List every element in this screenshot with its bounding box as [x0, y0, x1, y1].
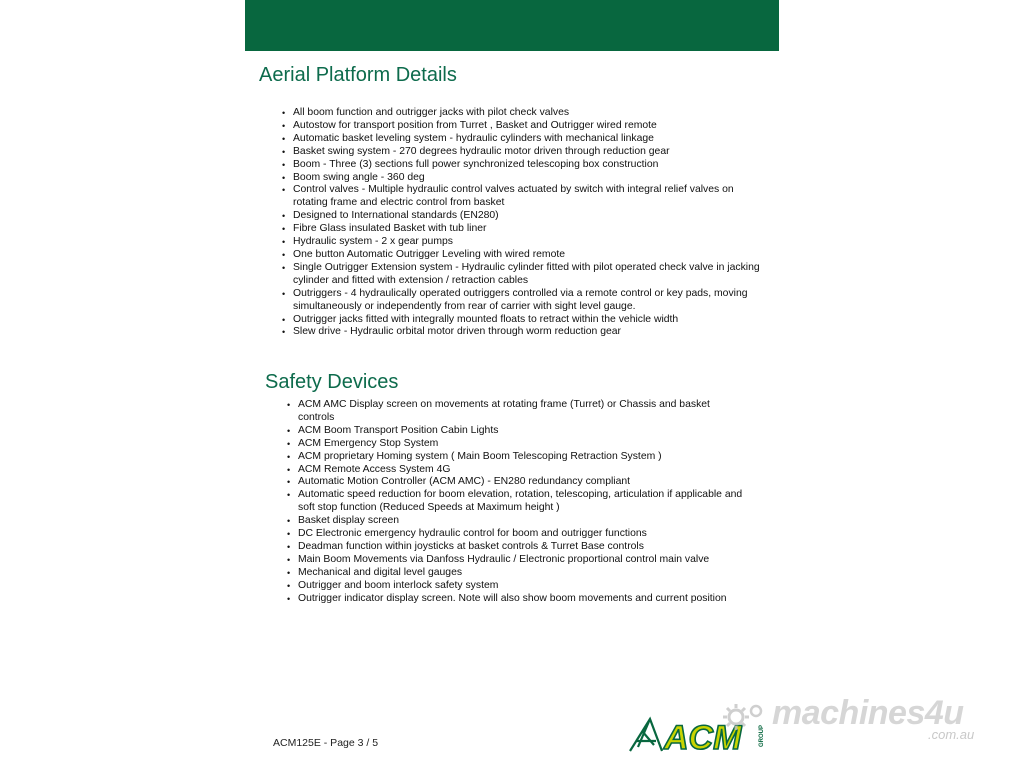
list-item: • Outriggers - 4 hydraulically operated outriggers controlled via a remote control or key pads, moving simultaneously or independently from rear of carrier with sight level gauge.: [282, 288, 762, 314]
svg-text:ACM: ACM: [664, 719, 742, 755]
document-page: [245, 0, 779, 768]
page-number: ACM125E - Page 3 / 5: [273, 737, 379, 749]
list-item: • Hydraulic system - 2 x gear pumps: [282, 236, 762, 249]
acm-group-logo: [628, 713, 768, 755]
aerial-platform-list: [282, 107, 762, 339]
list-item: • Fibre Glass insulated Basket with tub liner: [282, 223, 762, 236]
list-item: • One button Automatic Outrigger Leveling with wired remote: [282, 249, 762, 262]
safety-devices-title: Safety Devices: [265, 371, 399, 393]
watermark-domain: .com.au: [928, 727, 975, 742]
list-item: • Control valves - Multiple hydraulic control valves actuated by switch with integral relief valves on rotating frame and electric control from basket: [282, 184, 762, 210]
list-item: • ACM Boom Transport Position Cabin Lights: [287, 425, 747, 438]
list-item: • Slew drive - Hydraulic orbital motor driven through worm reduction gear: [282, 326, 762, 339]
list-item: • All boom function and outrigger jacks with pilot check valves: [282, 107, 762, 120]
list-item: • ACM proprietary Homing system ( Main Boom Telescoping Retraction System ): [287, 451, 747, 464]
svg-text:GROUP: GROUP: [759, 724, 765, 747]
list-item: • Single Outrigger Extension system - Hydraulic cylinder fitted with pilot operated check valve in jacking cylinder and fitted with extension / retraction cables: [282, 262, 762, 288]
list-item: • Designed to International standards (EN280): [282, 210, 762, 223]
list-item: • Basket display screen: [287, 515, 747, 528]
aerial-platform-title: Aerial Platform Details: [259, 64, 457, 86]
list-item: • ACM Emergency Stop System: [287, 438, 747, 451]
list-item: • Autostow for transport position from Turret , Basket and Outrigger wired remote: [282, 120, 762, 133]
watermark-text: machines4u: [772, 694, 964, 732]
list-item: • Outrigger and boom interlock safety system: [287, 580, 747, 593]
list-item: • Deadman function within joysticks at basket controls & Turret Base controls: [287, 541, 747, 554]
safety-devices-list: [287, 399, 747, 606]
list-item: • Mechanical and digital level gauges: [287, 567, 747, 580]
list-item: • Automatic Motion Controller (ACM AMC) - EN280 redundancy compliant: [287, 476, 747, 489]
list-item: • Boom swing angle - 360 deg: [282, 172, 762, 185]
list-item: • Automatic speed reduction for boom elevation, rotation, telescoping, articulation if applicable and soft stop function (Reduced Speeds at Maximum height ): [287, 489, 747, 515]
list-item: • ACM AMC Display screen on movements at rotating frame (Turret) or Chassis and basket controls: [287, 399, 747, 425]
header-bar: [245, 0, 779, 51]
list-item: • DC Electronic emergency hydraulic control for boom and outrigger functions: [287, 528, 747, 541]
list-item: • Outrigger indicator display screen. Note will also show boom movements and current position: [287, 593, 747, 606]
list-item: • Main Boom Movements via Danfoss Hydraulic / Electronic proportional control main valve: [287, 554, 747, 567]
list-item: • Basket swing system - 270 degrees hydraulic motor driven through reduction gear: [282, 146, 762, 159]
list-item: • ACM Remote Access System 4G: [287, 464, 747, 477]
list-item: • Automatic basket leveling system - hydraulic cylinders with mechanical linkage: [282, 133, 762, 146]
list-item: • Outrigger jacks fitted with integrally mounted floats to retract within the vehicle width: [282, 314, 762, 327]
list-item: • Boom - Three (3) sections full power synchronized telescoping box construction: [282, 159, 762, 172]
